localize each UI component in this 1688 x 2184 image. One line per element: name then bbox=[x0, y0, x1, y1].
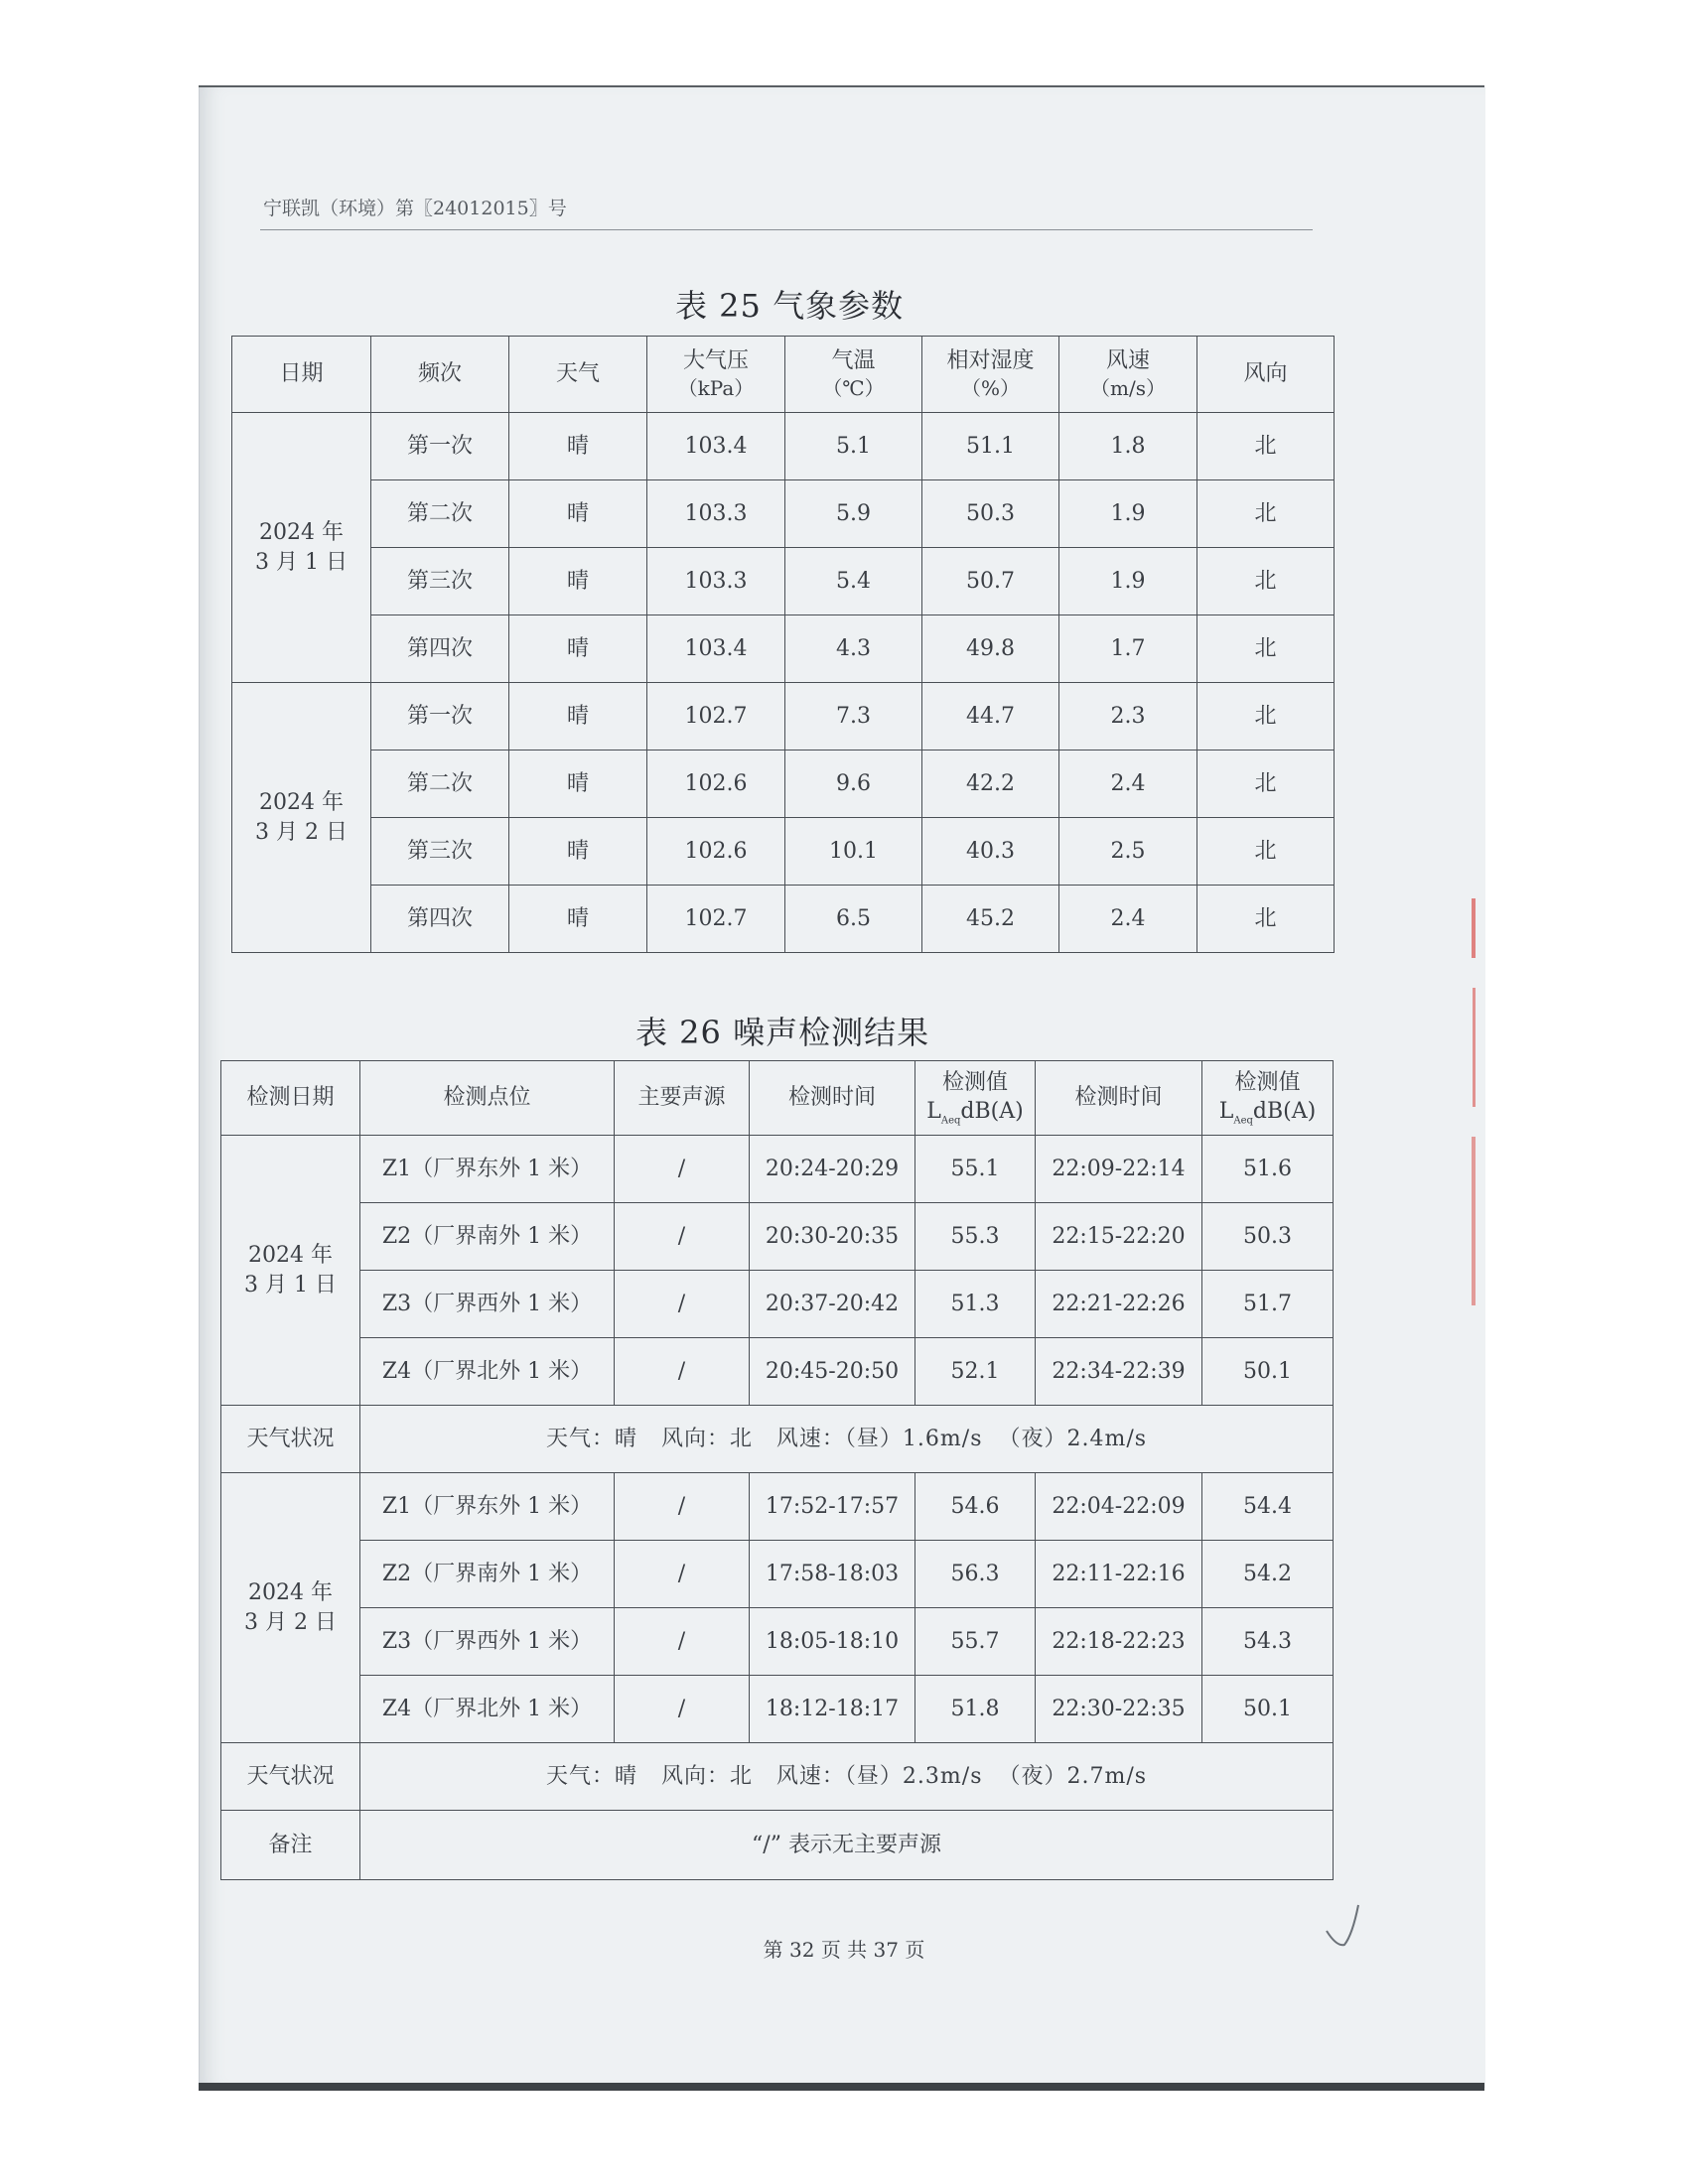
pressure-cell: 103.3 bbox=[647, 480, 785, 548]
header-value-night bbox=[1202, 1061, 1334, 1136]
table26-noise-results bbox=[220, 1060, 1334, 1880]
point-cell: Z2（厂界南外 1 米） bbox=[360, 1541, 615, 1608]
unit-aeq: Aeq bbox=[1233, 1115, 1253, 1127]
table-row bbox=[232, 548, 1335, 615]
header-time-night: 检测时间 bbox=[1036, 1061, 1202, 1136]
date-day: 3 月 2 日 bbox=[255, 819, 348, 845]
pressure-cell: 102.6 bbox=[647, 751, 785, 818]
table25-caption: 表 25 气象参数 bbox=[675, 287, 905, 325]
time-day-cell: 17:52-17:57 bbox=[750, 1473, 915, 1541]
table-row bbox=[221, 1203, 1334, 1271]
wind-speed-cell: 2.4 bbox=[1059, 751, 1197, 818]
weather-label: 天气状况 bbox=[221, 1406, 360, 1473]
value-day-cell: 55.3 bbox=[915, 1203, 1036, 1271]
wind-dir-cell: 北 bbox=[1197, 548, 1335, 615]
table25-header-row bbox=[232, 337, 1335, 413]
header-temperature-label: 气温 bbox=[831, 347, 876, 373]
date-day: 3 月 1 日 bbox=[244, 1272, 337, 1297]
time-night-cell: 22:30-22:35 bbox=[1036, 1676, 1202, 1743]
date-year: 2024 年 bbox=[259, 789, 344, 815]
table-row bbox=[232, 751, 1335, 818]
weather-cell: 晴 bbox=[509, 413, 647, 480]
date-year: 2024 年 bbox=[259, 519, 344, 545]
header-humidity-label: 相对湿度 bbox=[946, 347, 1035, 373]
pressure-cell: 103.4 bbox=[647, 413, 785, 480]
table-row bbox=[221, 1608, 1334, 1676]
date-cell bbox=[232, 683, 371, 953]
table-row bbox=[221, 1676, 1334, 1743]
time-day-cell: 20:37-20:42 bbox=[750, 1271, 915, 1338]
weather-text: 天气：晴 风向：北 风速：（昼）2.3m/s （夜）2.7m/s bbox=[360, 1743, 1334, 1811]
date-year: 2024 年 bbox=[248, 1579, 333, 1605]
header-wind-speed-unit: （m/s） bbox=[1090, 376, 1166, 401]
header-wind-speed-label: 风速 bbox=[1105, 347, 1150, 373]
weather-cell: 晴 bbox=[509, 818, 647, 886]
date-cell bbox=[221, 1473, 360, 1743]
pressure-cell: 103.3 bbox=[647, 548, 785, 615]
value-night-cell: 54.4 bbox=[1202, 1473, 1334, 1541]
header-divider bbox=[260, 229, 1313, 230]
table26-header-row bbox=[221, 1061, 1334, 1136]
humidity-cell: 50.7 bbox=[922, 548, 1059, 615]
weather-cell: 晴 bbox=[509, 886, 647, 953]
temp-cell: 5.4 bbox=[785, 548, 922, 615]
date-day: 3 月 1 日 bbox=[255, 549, 348, 575]
humidity-cell: 40.3 bbox=[922, 818, 1059, 886]
temp-cell: 4.3 bbox=[785, 615, 922, 683]
time-night-cell: 22:21-22:26 bbox=[1036, 1271, 1202, 1338]
value-day-cell: 55.1 bbox=[915, 1136, 1036, 1203]
value-day-cell: 51.3 bbox=[915, 1271, 1036, 1338]
wind-dir-cell: 北 bbox=[1197, 480, 1335, 548]
time-night-cell: 22:15-22:20 bbox=[1036, 1203, 1202, 1271]
weather-text: 天气：晴 风向：北 风速：（昼）1.6m/s （夜）2.4m/s bbox=[360, 1406, 1334, 1473]
wind-speed-cell: 2.5 bbox=[1059, 818, 1197, 886]
weather-row bbox=[221, 1743, 1334, 1811]
humidity-cell: 42.2 bbox=[922, 751, 1059, 818]
value-day-cell: 52.1 bbox=[915, 1338, 1036, 1406]
freq-cell: 第四次 bbox=[371, 886, 509, 953]
point-cell: Z1（厂界东外 1 米） bbox=[360, 1473, 615, 1541]
point-cell: Z1（厂界东外 1 米） bbox=[360, 1136, 615, 1203]
temp-cell: 6.5 bbox=[785, 886, 922, 953]
handwritten-check-icon bbox=[1323, 1901, 1362, 1951]
temp-cell: 9.6 bbox=[785, 751, 922, 818]
freq-cell: 第三次 bbox=[371, 818, 509, 886]
unit-L: L bbox=[926, 1099, 941, 1125]
pressure-cell: 102.6 bbox=[647, 818, 785, 886]
table-row bbox=[232, 615, 1335, 683]
unit-dba: dB(A) bbox=[1252, 1099, 1317, 1125]
unit-L: L bbox=[1218, 1099, 1234, 1125]
remark-text: “/” 表示无主要声源 bbox=[360, 1811, 1334, 1880]
temp-cell: 7.3 bbox=[785, 683, 922, 751]
source-cell: / bbox=[615, 1338, 750, 1406]
wind-speed-cell: 2.4 bbox=[1059, 886, 1197, 953]
time-night-cell: 22:11-22:16 bbox=[1036, 1541, 1202, 1608]
red-seal-edge-icon bbox=[1470, 898, 1479, 1315]
weather-label: 天气状况 bbox=[221, 1743, 360, 1811]
header-pressure-unit: （kPa） bbox=[677, 376, 755, 401]
time-day-cell: 20:30-20:35 bbox=[750, 1203, 915, 1271]
source-cell: / bbox=[615, 1136, 750, 1203]
time-night-cell: 22:09-22:14 bbox=[1036, 1136, 1202, 1203]
point-cell: Z3（厂界西外 1 米） bbox=[360, 1608, 615, 1676]
wind-dir-cell: 北 bbox=[1197, 818, 1335, 886]
value-night-cell: 51.7 bbox=[1202, 1271, 1334, 1338]
header-test-point: 检测点位 bbox=[360, 1061, 615, 1136]
value-night-cell: 54.2 bbox=[1202, 1541, 1334, 1608]
header-wind-direction: 风向 bbox=[1197, 337, 1335, 413]
value-day-label: 检测值 bbox=[941, 1069, 1008, 1095]
page-edge-bottom bbox=[199, 2083, 1484, 2091]
table-row bbox=[221, 1338, 1334, 1406]
table-row bbox=[221, 1473, 1334, 1541]
weather-cell: 晴 bbox=[509, 548, 647, 615]
header-frequency: 频次 bbox=[371, 337, 509, 413]
time-day-cell: 18:12-18:17 bbox=[750, 1676, 915, 1743]
value-night-cell: 54.3 bbox=[1202, 1608, 1334, 1676]
freq-cell: 第三次 bbox=[371, 548, 509, 615]
value-night-cell: 50.3 bbox=[1202, 1203, 1334, 1271]
table26-caption: 表 26 噪声检测结果 bbox=[635, 1014, 930, 1051]
page-number: 第 32 页 共 37 页 bbox=[763, 1938, 925, 1962]
point-cell: Z4（厂界北外 1 米） bbox=[360, 1338, 615, 1406]
point-cell: Z3（厂界西外 1 米） bbox=[360, 1271, 615, 1338]
source-cell: / bbox=[615, 1473, 750, 1541]
value-day-cell: 56.3 bbox=[915, 1541, 1036, 1608]
value-day-cell: 51.8 bbox=[915, 1676, 1036, 1743]
source-cell: / bbox=[615, 1271, 750, 1338]
temp-cell: 5.9 bbox=[785, 480, 922, 548]
humidity-cell: 44.7 bbox=[922, 683, 1059, 751]
pressure-cell: 102.7 bbox=[647, 886, 785, 953]
freq-cell: 第二次 bbox=[371, 751, 509, 818]
header-pressure-label: 大气压 bbox=[682, 347, 749, 373]
table25-meteorology bbox=[231, 336, 1335, 953]
time-night-cell: 22:04-22:09 bbox=[1036, 1473, 1202, 1541]
header-temperature-unit: （℃） bbox=[822, 376, 885, 401]
header-temperature bbox=[785, 337, 922, 413]
header-humidity bbox=[922, 337, 1059, 413]
header-weather: 天气 bbox=[509, 337, 647, 413]
header-value-day bbox=[915, 1061, 1036, 1136]
humidity-cell: 51.1 bbox=[922, 413, 1059, 480]
wind-speed-cell: 1.8 bbox=[1059, 413, 1197, 480]
value-night-cell: 50.1 bbox=[1202, 1338, 1334, 1406]
header-main-source: 主要声源 bbox=[615, 1061, 750, 1136]
time-night-cell: 22:34-22:39 bbox=[1036, 1338, 1202, 1406]
time-day-cell: 20:45-20:50 bbox=[750, 1338, 915, 1406]
wind-speed-cell: 1.9 bbox=[1059, 480, 1197, 548]
unit-aeq: Aeq bbox=[940, 1115, 961, 1127]
time-day-cell: 18:05-18:10 bbox=[750, 1608, 915, 1676]
pressure-cell: 102.7 bbox=[647, 683, 785, 751]
value-night-cell: 50.1 bbox=[1202, 1676, 1334, 1743]
date-cell bbox=[221, 1136, 360, 1406]
source-cell: / bbox=[615, 1608, 750, 1676]
wind-speed-cell: 1.7 bbox=[1059, 615, 1197, 683]
wind-dir-cell: 北 bbox=[1197, 683, 1335, 751]
source-cell: / bbox=[615, 1676, 750, 1743]
header-pressure bbox=[647, 337, 785, 413]
weather-cell: 晴 bbox=[509, 480, 647, 548]
unit-dba: dB(A) bbox=[960, 1099, 1024, 1125]
temp-cell: 5.1 bbox=[785, 413, 922, 480]
table-row bbox=[232, 480, 1335, 548]
remark-row bbox=[221, 1811, 1334, 1880]
value-day-cell: 54.6 bbox=[915, 1473, 1036, 1541]
wind-dir-cell: 北 bbox=[1197, 413, 1335, 480]
header-humidity-unit: （%） bbox=[960, 376, 1020, 401]
freq-cell: 第一次 bbox=[371, 413, 509, 480]
pressure-cell: 103.4 bbox=[647, 615, 785, 683]
weather-cell: 晴 bbox=[509, 751, 647, 818]
date-year: 2024 年 bbox=[248, 1242, 333, 1268]
table-row bbox=[232, 818, 1335, 886]
wind-speed-cell: 1.9 bbox=[1059, 548, 1197, 615]
table-row bbox=[221, 1271, 1334, 1338]
weather-row bbox=[221, 1406, 1334, 1473]
table-row bbox=[232, 886, 1335, 953]
time-day-cell: 17:58-18:03 bbox=[750, 1541, 915, 1608]
wind-dir-cell: 北 bbox=[1197, 615, 1335, 683]
source-cell: / bbox=[615, 1203, 750, 1271]
point-cell: Z2（厂界南外 1 米） bbox=[360, 1203, 615, 1271]
value-night-label: 检测值 bbox=[1234, 1069, 1301, 1095]
temp-cell: 10.1 bbox=[785, 818, 922, 886]
date-cell bbox=[232, 413, 371, 683]
table-row bbox=[232, 413, 1335, 480]
wind-dir-cell: 北 bbox=[1197, 751, 1335, 818]
header-date: 日期 bbox=[232, 337, 371, 413]
table-row bbox=[221, 1541, 1334, 1608]
value-night-cell: 51.6 bbox=[1202, 1136, 1334, 1203]
header-test-date: 检测日期 bbox=[221, 1061, 360, 1136]
weather-cell: 晴 bbox=[509, 683, 647, 751]
header-time-day: 检测时间 bbox=[750, 1061, 915, 1136]
table-row bbox=[232, 683, 1335, 751]
header-wind-speed bbox=[1059, 337, 1197, 413]
value-day-cell: 55.7 bbox=[915, 1608, 1036, 1676]
wind-dir-cell: 北 bbox=[1197, 886, 1335, 953]
source-cell: / bbox=[615, 1541, 750, 1608]
time-day-cell: 20:24-20:29 bbox=[750, 1136, 915, 1203]
remark-label: 备注 bbox=[221, 1811, 360, 1880]
weather-cell: 晴 bbox=[509, 615, 647, 683]
freq-cell: 第二次 bbox=[371, 480, 509, 548]
wind-speed-cell: 2.3 bbox=[1059, 683, 1197, 751]
humidity-cell: 50.3 bbox=[922, 480, 1059, 548]
date-day: 3 月 2 日 bbox=[244, 1609, 337, 1635]
point-cell: Z4（厂界北外 1 米） bbox=[360, 1676, 615, 1743]
freq-cell: 第四次 bbox=[371, 615, 509, 683]
humidity-cell: 49.8 bbox=[922, 615, 1059, 683]
freq-cell: 第一次 bbox=[371, 683, 509, 751]
time-night-cell: 22:18-22:23 bbox=[1036, 1608, 1202, 1676]
document-number: 宁联凯（环境）第〖24012015〗号 bbox=[263, 198, 567, 219]
table-row bbox=[221, 1136, 1334, 1203]
humidity-cell: 45.2 bbox=[922, 886, 1059, 953]
